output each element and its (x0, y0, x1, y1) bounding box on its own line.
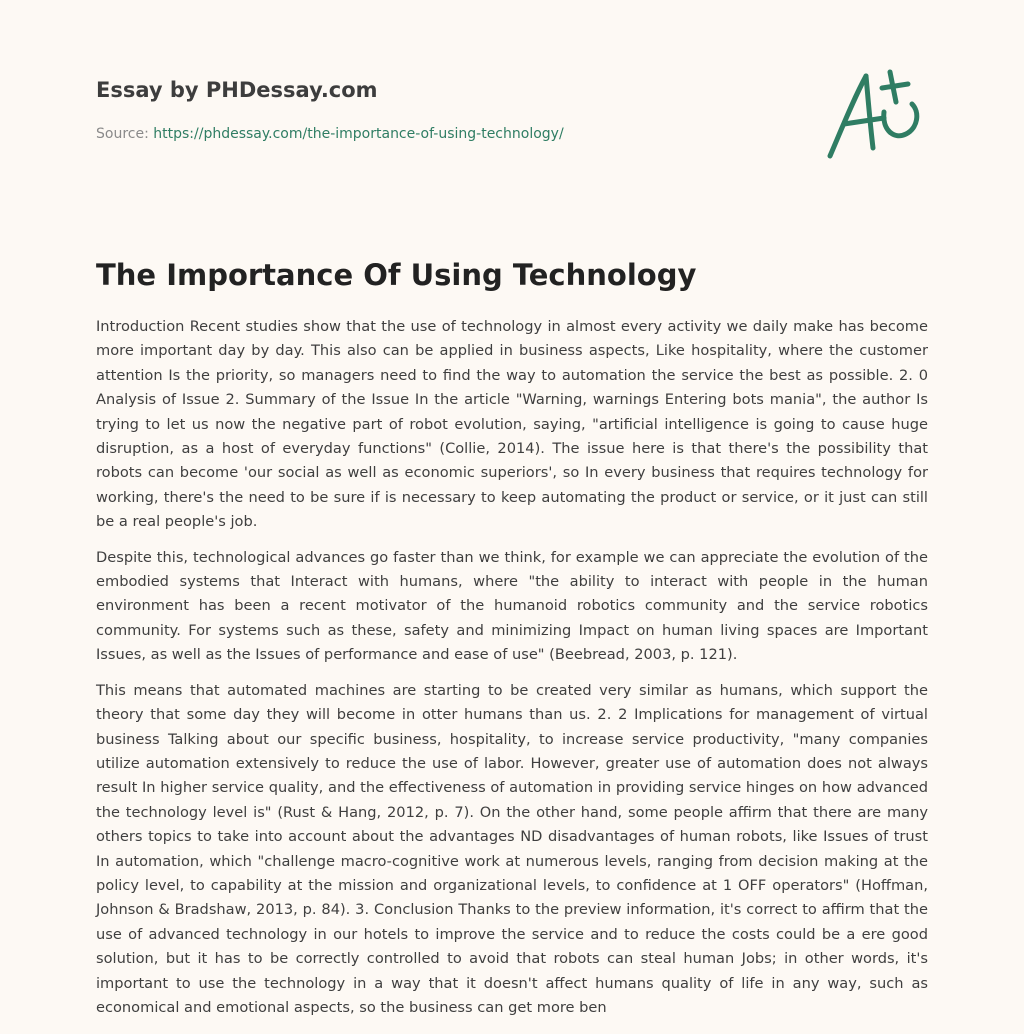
essay-paragraph: Introduction Recent studies show that the use of technology in almost every activity we daily make has become more important day by day. This also can be applied in business aspects, Like hospitality, where the customer attention Is the priority, so managers need to find the way to automation the service the best as possible. 2. 0 Analysis of Issue 2. Summary of the Issue In the article "Warning, warnings Entering bots mania", the author Is trying to let us now the negative part of robot evolution, saying, "artificial intelligence is going to cause huge disruption, as a host of everyday functions" (Collie, 2014). The issue here is that there's the possibility that robots can become 'our social as well as economic superiors', so In every business that requires technology for working, there's the need to be sure if is necessary to keep automating the product or service, or it just can still be a real people's job. (96, 318, 928, 531)
essay-body (96, 315, 928, 1031)
essay-paragraph: This means that automated machines are starting to be created very similar as humans, which support the theory that some day they will become in otter humans than us. 2. 2 Implications for management of virtual business Talking about our specific business, hospitality, to increase service productivity, "many companies utilize automation extensively to reduce the use of labor. However, greater use of automation does not always result In higher service quality, and the effectiveness of automation in providing service hinges on how advanced the technology level is" (Rust & Hang, 2012, p. 7). On the other hand, some people affirm that there are many others topics to take into account about the advantages ND disadvantages of human robots, like Issues of trust In automation, which "challenge macro-cognitive work at numerous levels, ranging from decision making at the policy level, to capability at the mission and organizational levels, to confidence at 1 OFF operators" (Hoffman, Johnson & Bradshaw, 2013, p. 84). 3. Conclusion Thanks to the preview information, it's correct to affirm that the use of advanced technology in our hotels to improve the service and to reduce the costs could be a ere good solution, but it has to be correctly controlled to avoid that robots can steal human Jobs; in other words, it's important to use the technology in a way that it doesn't affect humans quality of life in any way, such as economical and emotional aspects, so the business can get more ben (96, 681, 928, 1016)
a-plus-logo-icon (824, 68, 928, 160)
source-link[interactable]: https://phdessay.com/the-importance-of-using-technology/ (153, 126, 564, 142)
header (96, 76, 928, 166)
brand-title: Essay by PHDessay.com (96, 78, 378, 102)
source-line (96, 124, 564, 144)
essay-paragraph: Despite this, technological advances go faster than we think, for example we can appreciate the evolution of the embodied systems that Interact with humans, where "the ability to interact with people in the human environment has been a recent motivator of the humanoid robotics community and the service robotics community. For systems such as these, safety and minimizing Impact on human living spaces are Important Issues, as well as the Issues of performance and ease of use" (Beebread, 2003, p. 121). (96, 548, 928, 664)
source-label: Source: (96, 126, 154, 142)
essay-title: The Importance Of Using Technology (96, 258, 697, 292)
